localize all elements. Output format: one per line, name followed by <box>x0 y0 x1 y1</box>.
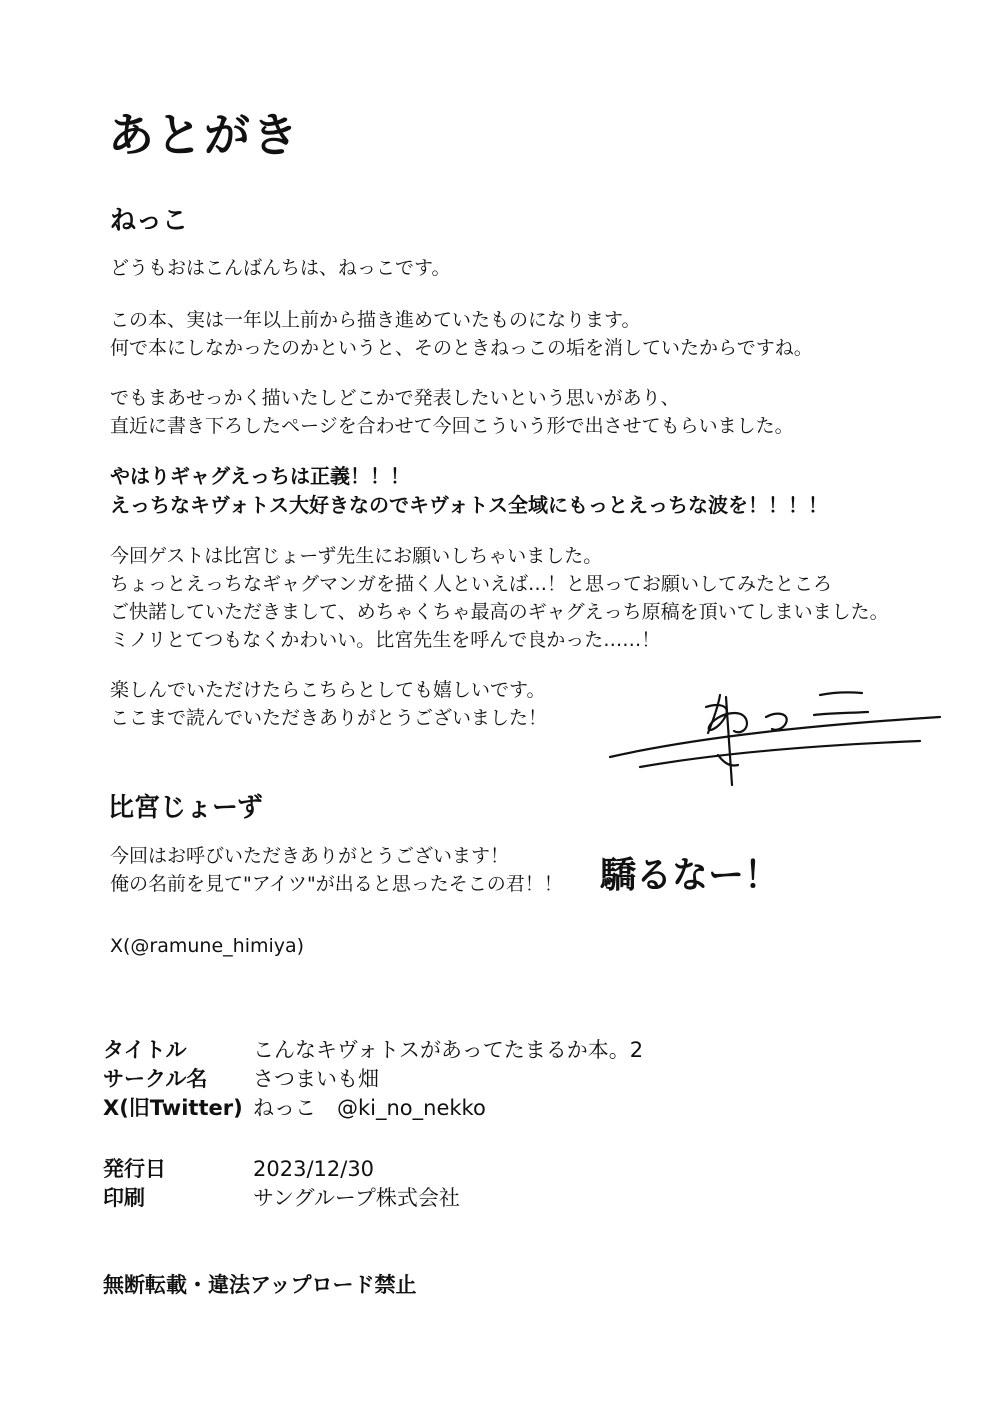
paragraph-book-history <box>110 306 813 362</box>
colophon-label: 印刷 <box>103 1186 145 1210</box>
paragraph-emphasis <box>110 462 828 520</box>
text-line: ご快諾していただきまして、めちゃくちゃ最高のギャグえっち原稿を頂いてしまいました。 <box>110 601 889 623</box>
colophon-value: こんなキヴォトスがあってたまるか本。2 <box>253 1038 644 1062</box>
text-line: 直近に書き下ろしたページを合わせて今回こういう形で出させてもらいました。 <box>110 415 794 437</box>
page-title: あとがき <box>108 108 300 162</box>
text-line: ここまで読んでいただきありがとうございました！ <box>110 707 548 729</box>
text-line: えっちなキヴォトス大好きなのでキヴォトス全域にもっとえっちな波を！！！！ <box>110 493 828 517</box>
text-line: 楽しんでいただけたらこちらとしても嬉しいです。 <box>110 679 546 701</box>
text-line: どうもおはこんばんちは、ねっこです。 <box>110 257 451 279</box>
handwritten-signature <box>600 655 950 795</box>
paragraph-guest-message <box>110 842 563 898</box>
copyright-notice: 無断転載・違法アップロード禁止 <box>103 1273 417 1297</box>
colophon-value: サングループ株式会社 <box>253 1186 460 1210</box>
paragraph-thanks <box>110 676 547 732</box>
text-line: でもまあせっかく描いたしどこかで発表したいという思いがあり、 <box>110 387 680 409</box>
colophon-label: タイトル <box>103 1038 187 1062</box>
colophon-value: 2023/12/30 <box>253 1157 375 1181</box>
colophon-value: ねっこ @ki_no_nekko <box>253 1096 486 1120</box>
text-line: 俺の名前を見て"アイツ"が出ると思ったそこの君！！ <box>110 873 563 895</box>
shout-text: 驕るなー！ <box>600 855 781 896</box>
section-heading-himiya: 比宮じょーず <box>108 793 263 823</box>
colophon-label: サークル名 <box>103 1067 208 1091</box>
colophon-value: さつまいも畑 <box>253 1067 379 1091</box>
section-heading-nekko: ねっこ <box>110 206 189 236</box>
colophon-label: X(旧Twitter) <box>103 1096 243 1120</box>
text-line: 今回ゲストは比宮じょーず先生にお願いしちゃいました。 <box>110 545 603 567</box>
text-line: ミノリとてつもなくかわいい。比宮先生を呼んで良かった……！ <box>110 629 661 651</box>
text-line: 今回はお呼びいただきありがとうございます！ <box>110 845 510 867</box>
guest-x-handle: X(@ramune_himiya) <box>110 935 305 957</box>
colophon-label: 発行日 <box>103 1157 166 1181</box>
paragraph-guest <box>110 542 889 654</box>
paragraph-greeting <box>110 254 450 282</box>
text-line: 何で本にしなかったのかというと、そのときねっこの垢を消していたからですね。 <box>110 337 813 359</box>
text-line: やはりギャグえっちは正義！！！ <box>110 464 410 488</box>
text-line: この本、実は一年以上前から描き進めていたものになります。 <box>110 309 641 331</box>
paragraph-publication <box>110 384 794 440</box>
text-line: ちょっとえっちなギャグマンガを描く人といえば…！と思ってお願いしてみたところ <box>110 573 833 595</box>
